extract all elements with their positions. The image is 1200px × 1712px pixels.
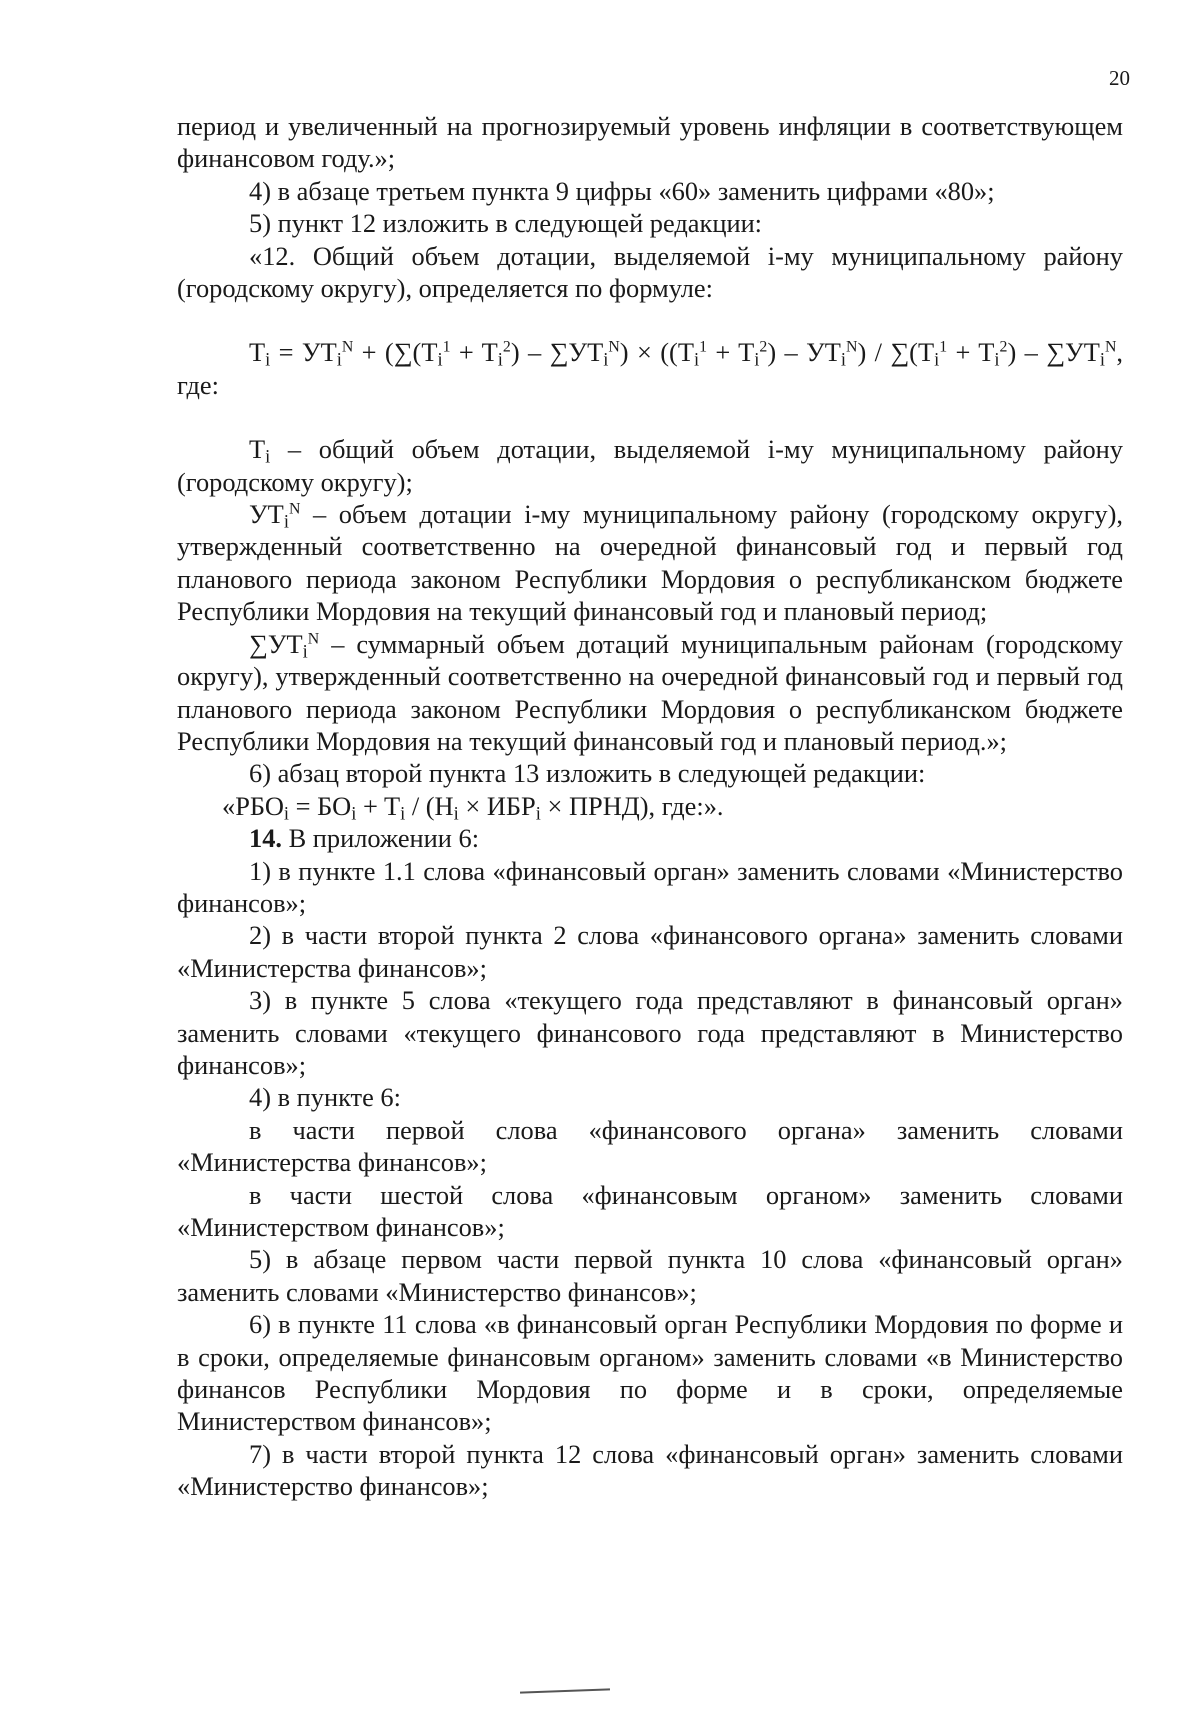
paragraph-4: «12. Общий объем дотации, выделяемой i-му муниципальному району (городскому округу), определяется по формуле: [177, 240, 1123, 304]
definition-uti: $УТ_i^N$ – объем дотации i-му муниципальному району (городскому округу), утвержденный соответственно на очередной финансовый год и первый год планового периода законом Республики Мордовия о республиканском бюджете Республики Мордовия на текущий финансовый год и плановый период; [177, 499, 1123, 627]
page-number: 20 [1109, 66, 1130, 90]
spacer [177, 401, 1123, 433]
paragraph-14-7: 7) в части второй пункта 12 слова «финансовый орган» заменить словами «Министерство финансов»; [177, 1438, 1123, 1502]
scan-mark [520, 1688, 610, 1693]
paragraph-14-5: 5) в абзаце первом части первой пункта 10 слова «финансовый орган» заменить словами «Министерство финансов»; [177, 1244, 1123, 1307]
section-14-heading: 14. В приложении 6: [249, 823, 480, 854]
paragraph-14-6: 6) в пункте 11 слова «в финансовый орган Республики Мордовия по форме и в сроки, определяемые финансовым органом» заменить словами «в Министерство финансов Республики Мордовия по форме и в сроки, определяемые Министерством финансов»; [177, 1309, 1123, 1437]
paragraph-14-4b: в части шестой слова «финансовым органом» заменить словами «Министерством финансов»; [177, 1179, 1123, 1242]
paragraph-14-4a: в части первой слова «финансового органа» заменить словами «Министерства финансов»; [177, 1114, 1123, 1178]
document-body [177, 110, 1123, 1503]
paragraph-1: период и увеличенный на прогнозируемый уровень инфляции в соответствующем финансовом году.»; [177, 111, 1123, 174]
definition-ti: $T_i$ – общий объем дотации, выделяемой i-му муниципальному району (городскому округу); [177, 434, 1123, 497]
formula-dotation: $T_i = УТ_i^N + (\sum(T_i^1 + T_i^2) - \sum УТ_i^N) \times ((T_i^1 + T_i^2) - УТ_i^N) / \sum(T_i^1 + T_i^2) - \sum УТ_i^N$, где: [177, 337, 1124, 400]
paragraph-14-2: 2) в части второй пункта 2 слова «финансового органа» заменить словами «Министерства финансов»; [177, 920, 1123, 983]
paragraph-3: 5) пункт 12 изложить в следующей редакции: [249, 208, 763, 239]
paragraph-14-3: 3) в пункте 5 слова «текущего года представляют в финансовый орган» заменить словами «текущего финансового года представляют в Министерство финансов»; [177, 985, 1123, 1080]
paragraph-2: 4) в абзаце третьем пункта 9 цифры «60» заменить цифрами «80»; [249, 175, 995, 206]
spacer [177, 304, 1123, 336]
formula-rbo: «$РБО_i = БО_i + T_i / (Н_i \times ИБР_i$ × ПРНД), где:». [222, 790, 724, 824]
paragraph-item-6: 6) абзац второй пункта 13 изложить в следующей редакции: [249, 758, 926, 789]
paragraph-14-4: 4) в пункте 6: [249, 1082, 401, 1113]
paragraph-14-1: 1) в пункте 1.1 слова «финансовый орган» заменить словами «Министерство финансов»; [177, 855, 1123, 918]
definition-sum-uti: $\sum УТ_i^N$ – суммарный объем дотаций муниципальным районам (городскому округу), утвержденный соответственно на очередной финансовый год и первый год планового периода законом Республики Мордовия о республиканском бюджете Республики Мордовия на текущий финансовый год и плановый период.»; [177, 628, 1123, 756]
